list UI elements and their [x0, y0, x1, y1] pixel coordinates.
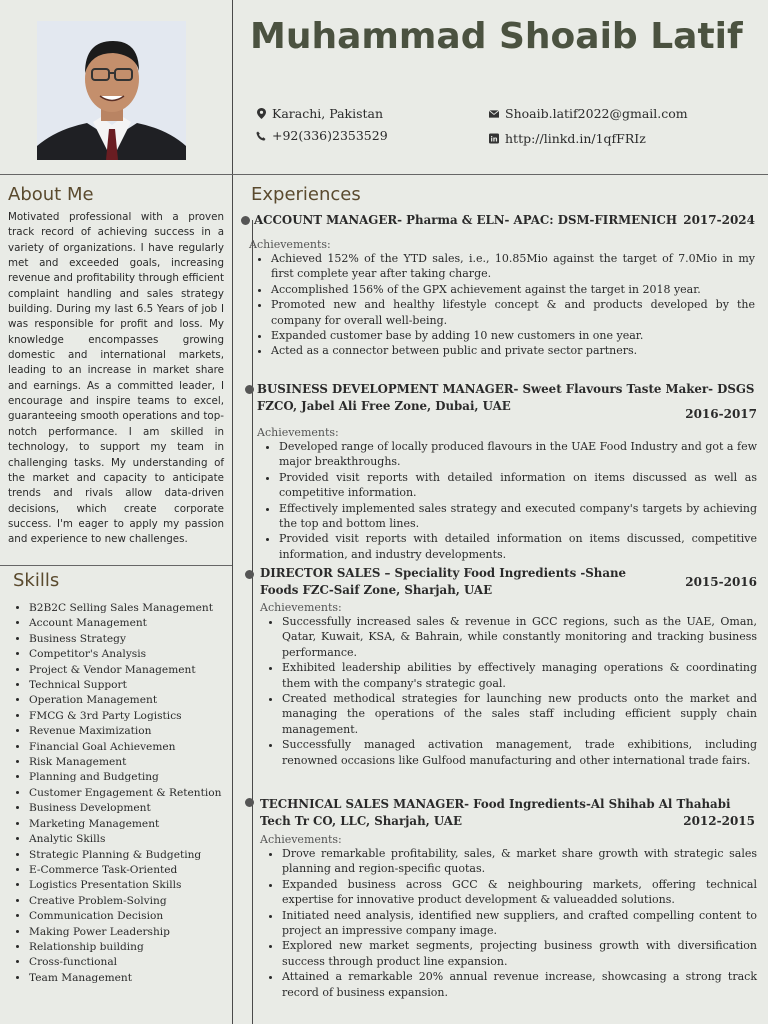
job-title: TECHNICAL SALES MANAGER- Food Ingredients-Al Shihab Al Thahabi Tech Tr CO, LLC, Sharjah, UAE [260, 797, 731, 828]
timeline-dot [245, 570, 254, 579]
location-text: Karachi, Pakistan [272, 106, 384, 121]
achievements-label: Achievements: [260, 601, 342, 614]
skill-item: • Analytic Skills [29, 832, 245, 847]
timeline-dot [245, 798, 254, 807]
job-header [260, 565, 757, 599]
skill-item: • FMCG & 3rd Party Logistics [29, 709, 245, 724]
job-entry [260, 565, 757, 768]
skill-item: • Business Strategy [29, 632, 245, 647]
job-years: 2015-2016 [685, 575, 757, 589]
achievements-list [260, 846, 757, 1000]
skill-item [29, 786, 245, 801]
job-entry [249, 212, 759, 359]
location-pin-icon [256, 109, 266, 119]
achievement-item: • Provided visit reports with detailed information on items discussed, competitive information, and industry developments. [279, 531, 757, 562]
profile-photo [37, 21, 186, 160]
achievements-label: Achievements: [257, 426, 339, 439]
achievement-item: • Provided visit reports with detailed information on items discussed as well as competitive information. [279, 470, 757, 501]
job-entry [260, 796, 757, 1000]
header-divider [0, 174, 768, 175]
about-heading: About Me [8, 184, 94, 205]
skill-item: • Logistics Presentation Skills [29, 878, 245, 893]
achievement-item: • Expanded business across GCC & neighbouring markets, offering technical expertise for innovative product development & valueadded solutions. [282, 877, 757, 908]
job-entry [257, 381, 757, 562]
skill-item: • Making Power Leadership [29, 925, 245, 940]
skill-item: • Technical Support [29, 678, 245, 693]
achievement-item: • Initiated need analysis, identified new suppliers, and crafted compelling content to project an impressive company image. [282, 908, 757, 939]
skills-list [12, 601, 245, 986]
skill-item: • Planning and Budgeting [29, 770, 245, 785]
achievement-item: • Successfully increased sales & revenue in GCC regions, such as the UAE, Oman, Qatar, Kuwait, KSA, & Bahrain, while constantly monitoring and tracking business performance. [282, 614, 757, 660]
achievements-list [249, 251, 759, 359]
skill-item-text: Customer Engagement & Retention [29, 786, 222, 799]
skill-item: • B2B2C Selling Sales Management [29, 601, 245, 616]
achievement-item: • Developed range of locally produced flavours in the UAE Food Industry and got a few major breakthroughs. [279, 439, 757, 470]
achievement-item: • Accomplished 156% of the GPX achievement against the target in 2018 year. [271, 282, 755, 297]
achievement-item: • Effectively implemented sales strategy and executed company's targets by achieving the top and bottom lines. [279, 501, 757, 532]
skill-item: • Cross-functional [29, 955, 245, 970]
skill-item: • Creative Problem-Solving [29, 894, 245, 909]
achievement-item: • Drove remarkable profitability, sales, & market share growth with strategic sales planning and region-specific quotas. [282, 846, 757, 877]
linkedin-text[interactable]: http://linkd.in/1qfFRIz [505, 131, 646, 146]
phone-icon [256, 131, 266, 141]
candidate-name: Muhammad Shoaib Latif [250, 16, 743, 57]
skill-item: • Communication Decision [29, 909, 245, 924]
achievement-item: • Expanded customer base by adding 10 new customers in one year. [271, 328, 755, 343]
achievement-item: • Exhibited leadership abilities by effectively managing operations & coordinating them with the company's strategic goal. [282, 660, 757, 691]
skill-item: • Team Management [29, 971, 245, 986]
job-years: 2017-2024 [683, 213, 755, 227]
job-title: BUSINESS DEVELOPMENT MANAGER- Sweet Flavours Taste Maker- DSGS FZCO, Jabel Ali Free Zone, Dubai, UAE [257, 382, 755, 413]
skill-item: • Project & Vendor Management [29, 663, 245, 678]
job-header [257, 381, 757, 421]
achievement-item: • Explored new market segments, projecting business growth with diversification success through product line expansion. [282, 938, 757, 969]
about-text: Motivated professional with a proven track record of achieving success in a variety of organizations. I have regularly met and exceeded goals, increasing revenue and profitability through efficient complaint handling and sales strategy building. During my last 6.5 Years of job I was responsible for profit and loss. My knowledge encompasses growing domestic and international markets, leading to an increase in market share and earnings. As a committed leader, I encourage and inspire teams to excel, guaranteeing smooth operations and top-notch performance. I am skilled in technology, to support my team in challenging tasks. My understanding of the market and capacity to anticipate trends and rivals allow data-driven decisions, which create corporate success. I'm eager to apply my passion and experience to new challenges. [8, 211, 224, 546]
job-years: 2012-2015 [683, 814, 755, 828]
skill-item: • Operation Management [29, 693, 245, 708]
email-text[interactable]: Shoaib.latif2022@gmail.com [505, 106, 688, 121]
svg-text:in: in [490, 135, 498, 144]
email[interactable] [489, 106, 688, 121]
envelope-icon [489, 109, 499, 119]
skill-item: • Competitor's Analysis [29, 647, 245, 662]
achievement-item: • Successfully managed activation management, trade exhibitions, including renowned occasions like Gulfood manufacturing and other international trade fairs. [282, 737, 757, 768]
skill-item: • Business Development [29, 801, 245, 816]
phone [256, 128, 388, 143]
skills-heading: Skills [13, 570, 60, 591]
job-title: ACCOUNT MANAGER- Pharma & ELN- APAC: DSM-FIRMENICH [254, 213, 678, 227]
achievement-item: • Promoted new and healthy lifestyle concept & and products developed by the company for overall well-being. [271, 297, 755, 328]
achievement-item: • Created methodical strategies for launching new products onto the market and managing the operations of the sales staff including efficient supply chain management. [282, 691, 757, 737]
job-header [249, 212, 759, 229]
achievements-label: Achievements: [260, 833, 342, 846]
location [256, 106, 383, 121]
job-years: 2016-2017 [685, 407, 757, 421]
achievements-list [257, 439, 757, 562]
skill-item: • Account Management [29, 616, 245, 631]
achievement-item: • Acted as a connector between public and private sector partners. [271, 343, 755, 358]
achievements-label: Achievements: [249, 238, 331, 251]
linkedin[interactable] [489, 131, 646, 146]
skill-item: • Risk Management [29, 755, 245, 770]
skill-item: • E-Commerce Task-Oriented [29, 863, 245, 878]
achievement-item: • Achieved 152% of the YTD sales, i.e., 10.85Mio against the target of 7.0Mio in my first complete year after taking charge. [271, 251, 755, 282]
job-title: DIRECTOR SALES – Speciality Food Ingredients -Shane Foods FZC-Saif Zone, Sharjah, UAE [260, 566, 627, 597]
achievement-item: • Attained a remarkable 20% annual revenue increase, showcasing a strong track record of business expansion. [282, 969, 757, 1000]
skill-item: • Marketing Management [29, 817, 245, 832]
skill-item: • Strategic Planning & Budgeting [29, 848, 245, 863]
skill-item: • Financial Goal Achievemen [29, 740, 245, 755]
achievements-list [260, 614, 757, 768]
job-header [260, 796, 757, 830]
skill-item: • Relationship building [29, 940, 245, 955]
timeline-dot [245, 385, 254, 394]
skill-item: • Revenue Maximization [29, 724, 245, 739]
experience-heading: Experiences [251, 184, 361, 205]
phone-text: +92(336)2353529 [272, 128, 388, 143]
about-divider [0, 565, 232, 566]
linkedin-icon [489, 134, 499, 144]
